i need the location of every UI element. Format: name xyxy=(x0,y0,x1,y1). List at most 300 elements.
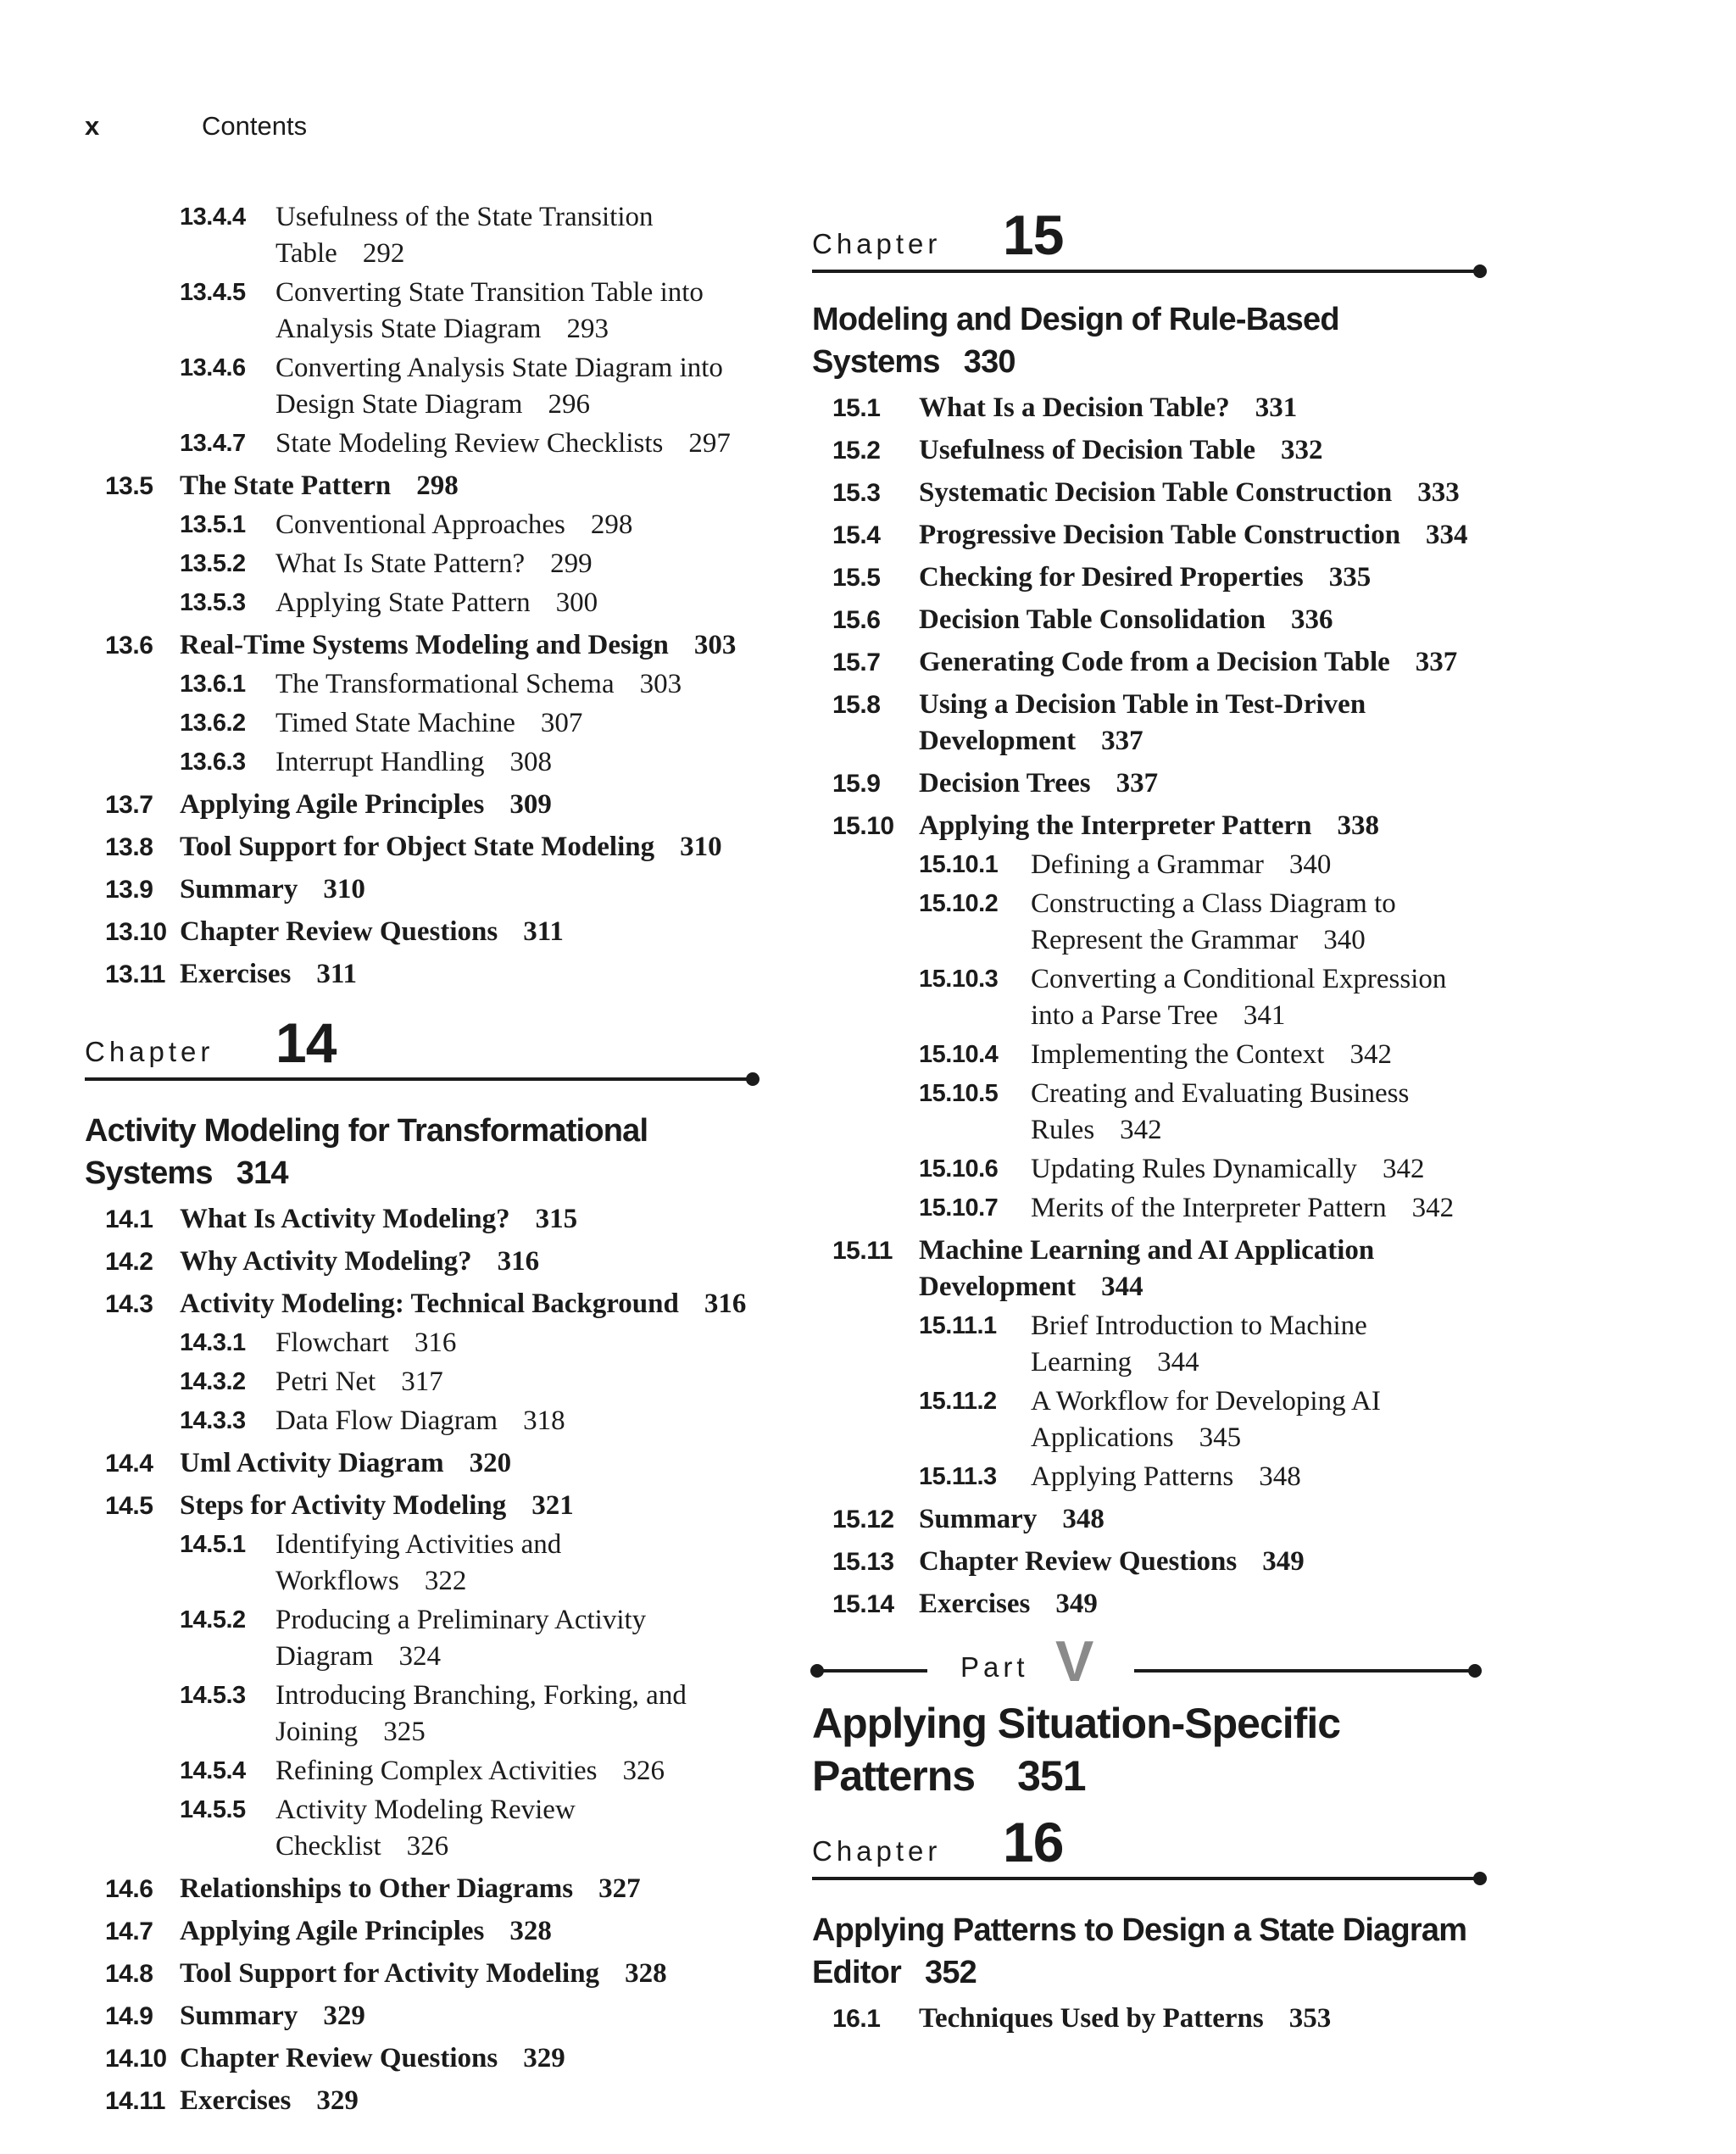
toc-entry[interactable] xyxy=(85,956,754,993)
toc-entry[interactable] xyxy=(812,1233,1482,1305)
toc-entry-number: 15.9 xyxy=(832,770,881,798)
toc-entry[interactable] xyxy=(812,2001,1482,2037)
toc-entry[interactable] xyxy=(85,1753,754,1789)
toc-entry-title-text: Implementing the Context xyxy=(1031,1039,1325,1070)
toc-entry-title xyxy=(180,1913,754,1950)
toc-entry-title xyxy=(180,787,754,823)
part-page: 351 xyxy=(1017,1752,1086,1800)
toc-entry-number: 14.3.1 xyxy=(180,1329,246,1356)
toc-entry-title-text: Exercises xyxy=(180,2085,292,2116)
toc-entry-title xyxy=(1031,1308,1482,1381)
toc-entry[interactable] xyxy=(812,1076,1482,1149)
part-rule-dot-right xyxy=(1468,1664,1482,1678)
toc-entry-page: 349 xyxy=(1055,1589,1098,1619)
toc-entry-number: 13.11 xyxy=(105,960,165,988)
toc-entry-page: 297 xyxy=(688,428,731,459)
toc-entry-title xyxy=(1031,1037,1482,1073)
toc-entry-number: 16.1 xyxy=(832,2005,881,2033)
toc-entry[interactable] xyxy=(85,787,754,823)
part-rule-right xyxy=(1134,1669,1473,1673)
toc-entry-number: 15.12 xyxy=(832,1506,894,1533)
toc-entry[interactable] xyxy=(812,687,1482,760)
toc-entry[interactable] xyxy=(85,350,754,423)
toc-entry[interactable] xyxy=(85,2083,754,2119)
toc-entry-page: 321 xyxy=(531,1490,574,1521)
toc-entry-page: 317 xyxy=(401,1366,443,1397)
toc-entry-number: 13.6.1 xyxy=(180,671,246,698)
toc-entry-page: 341 xyxy=(1243,1000,1286,1031)
toc-entry[interactable] xyxy=(85,1871,754,1907)
toc-entry-title-text: Chapter Review Questions xyxy=(919,1546,1238,1577)
toc-entry-title-text: Summary xyxy=(180,2001,298,2031)
toc-entry-title-text: Chapter Review Questions xyxy=(180,916,498,947)
toc-entry-page: 344 xyxy=(1157,1347,1199,1378)
toc-entry-title-text: Systematic Decision Table Construction xyxy=(919,477,1393,508)
toc-entry-title-text: Decision Trees xyxy=(919,768,1091,799)
toc-entry-page: 342 xyxy=(1382,1154,1425,1184)
toc-entry-title-text: Refining Complex Activities xyxy=(275,1756,598,1786)
toc-entry-number: 15.11.3 xyxy=(919,1463,997,1490)
page-number: x xyxy=(85,111,100,141)
toc-entry-number: 14.9 xyxy=(105,2002,153,2030)
toc-entry-title-text: Interrupt Handling xyxy=(275,747,485,777)
toc-entry-title xyxy=(180,1286,754,1322)
toc-entry-page: 310 xyxy=(323,874,365,904)
toc-entry-number: 13.5 xyxy=(105,472,153,500)
chapter-label: Chapter xyxy=(812,1835,942,1867)
toc-entry-title xyxy=(919,475,1482,511)
toc-entry[interactable] xyxy=(812,961,1482,1034)
toc-entry-page: 303 xyxy=(639,669,682,699)
toc-entry[interactable] xyxy=(85,871,754,908)
part-title[interactable] xyxy=(812,1697,1490,1802)
toc-entry-number: 14.5.2 xyxy=(180,1606,246,1634)
toc-entry-title xyxy=(275,1792,754,1865)
toc-entry[interactable] xyxy=(85,1913,754,1950)
chapter-page: 330 xyxy=(963,344,1015,380)
chapter-title-line1: Applying Patterns to Design a State Diagram xyxy=(812,1912,1467,1948)
toc-entry[interactable] xyxy=(85,914,754,950)
toc-entry-title xyxy=(919,765,1482,802)
toc-entry-number: 14.5.4 xyxy=(180,1757,246,1784)
toc-entry-page: 328 xyxy=(625,1958,667,1989)
toc-entry-title-text: Applying the Interpreter Pattern xyxy=(919,810,1312,841)
toc-entry[interactable] xyxy=(85,585,754,621)
toc-entry[interactable] xyxy=(812,432,1482,469)
toc-entry-page: 327 xyxy=(598,1873,641,1904)
toc-entry-title-text: Exercises xyxy=(180,959,292,989)
toc-entry-title xyxy=(180,2040,754,2077)
toc-entry-title xyxy=(1031,1190,1482,1227)
chapter-title[interactable] xyxy=(812,298,1490,383)
toc-entry-page: 316 xyxy=(414,1327,457,1358)
toc-entry[interactable] xyxy=(85,1527,754,1600)
toc-entry-number: 15.10.1 xyxy=(919,851,999,878)
toc-entry-title xyxy=(1031,961,1482,1034)
toc-entry-number: 13.4.4 xyxy=(180,203,246,231)
toc-entry[interactable] xyxy=(85,2040,754,2077)
toc-entry-page: 342 xyxy=(1349,1039,1392,1070)
toc-entry-title xyxy=(919,2001,1482,2037)
toc-entry-page: 303 xyxy=(693,630,737,660)
toc-entry-page: 311 xyxy=(316,959,358,989)
toc-entry[interactable] xyxy=(85,1201,754,1238)
toc-entry-number: 15.10.2 xyxy=(919,890,999,917)
toc-entry-title xyxy=(180,627,754,664)
toc-entry-title-text: Real-Time Systems Modeling and Design xyxy=(180,630,669,660)
toc-entry-number: 15.10.7 xyxy=(919,1194,999,1222)
toc-entry-page: 326 xyxy=(622,1756,665,1786)
chapter-page: 314 xyxy=(236,1155,288,1191)
toc-entry[interactable] xyxy=(812,1037,1482,1073)
toc-entry[interactable] xyxy=(85,1244,754,1280)
toc-entry-number: 13.8 xyxy=(105,833,153,861)
toc-entry-title-text: Usefulness of Decision Table xyxy=(919,435,1255,465)
toc-entry-title-text: Tool Support for Object State Modeling xyxy=(180,832,655,862)
toc-entry[interactable] xyxy=(85,426,754,462)
toc-entry[interactable] xyxy=(812,886,1482,959)
toc-entry[interactable] xyxy=(812,1308,1482,1381)
toc-entry-page: 348 xyxy=(1062,1504,1104,1534)
toc-entry[interactable] xyxy=(85,1364,754,1400)
chapter-title-line2: Editor xyxy=(812,1955,901,1990)
toc-entry[interactable] xyxy=(85,1488,754,1524)
toc-entry-title xyxy=(275,1527,754,1600)
toc-entry-title-text: Chapter Review Questions xyxy=(180,2043,498,2073)
toc-entry[interactable] xyxy=(85,468,754,504)
toc-entry-title-text: Summary xyxy=(180,874,298,904)
toc-entry-number: 15.11 xyxy=(832,1237,893,1265)
toc-entry[interactable] xyxy=(85,744,754,781)
toc-entry-title-text: Exercises xyxy=(919,1589,1031,1619)
toc-entry[interactable] xyxy=(85,507,754,543)
toc-entry[interactable] xyxy=(812,1151,1482,1188)
toc-entry[interactable] xyxy=(812,559,1482,596)
toc-entry-title-text: Using a Decision Table in Test-Driven Development xyxy=(919,689,1366,756)
toc-entry-number: 15.10.3 xyxy=(919,966,999,993)
toc-entry[interactable] xyxy=(85,1325,754,1361)
toc-entry-title xyxy=(180,1445,754,1482)
toc-entry-title xyxy=(919,687,1482,760)
toc-entry-page: 344 xyxy=(1101,1272,1143,1302)
toc-entry-title-text: Applying Agile Principles xyxy=(180,789,485,820)
toc-entry-title xyxy=(919,1586,1482,1622)
toc-entry-page: 326 xyxy=(406,1831,449,1862)
toc-entry-title-text: Steps for Activity Modeling xyxy=(180,1490,507,1521)
toc-entry-title xyxy=(180,2083,754,2119)
toc-entry[interactable] xyxy=(812,1544,1482,1580)
toc-entry-title xyxy=(275,426,754,462)
toc-entry-page: 292 xyxy=(362,238,405,269)
chapter-15-heading xyxy=(812,203,1490,383)
toc-entry-page: 325 xyxy=(383,1717,426,1747)
toc-entry-number: 13.5.1 xyxy=(180,511,246,538)
toc-entry[interactable] xyxy=(812,847,1482,883)
toc-entry-page: 335 xyxy=(1328,562,1372,593)
toc-entry-title xyxy=(180,468,754,504)
toc-entry-page: 298 xyxy=(590,509,633,540)
toc-entry-page: 333 xyxy=(1417,477,1460,508)
toc-entry-number: 14.3.3 xyxy=(180,1407,246,1434)
toc-entry-title xyxy=(275,1678,754,1750)
toc-entry[interactable] xyxy=(812,475,1482,511)
toc-list-ch13-continued xyxy=(85,199,763,993)
chapter-title[interactable] xyxy=(85,1110,763,1194)
chapter-number: 15 xyxy=(1003,203,1064,266)
chapter-title-text: Modeling and Design of Rule-Based Systems xyxy=(812,302,1339,380)
toc-entry-title-text: Uml Activity Diagram xyxy=(180,1448,444,1478)
toc-entry-number: 13.4.7 xyxy=(180,430,246,457)
toc-entry-page: 299 xyxy=(550,548,593,579)
toc-entry-page: 349 xyxy=(1262,1546,1305,1577)
toc-entry-page: 328 xyxy=(509,1916,552,1946)
toc-entry-title xyxy=(919,517,1482,554)
toc-entry[interactable] xyxy=(85,666,754,703)
toc-entry-number: 13.5.2 xyxy=(180,550,246,577)
toc-entry-page: 307 xyxy=(540,708,583,738)
toc-entry-title xyxy=(275,744,754,781)
toc-entry-title-text: Applying Agile Principles xyxy=(180,1916,485,1946)
toc-entry-number: 13.4.5 xyxy=(180,279,246,306)
toc-entry-page: 337 xyxy=(1116,768,1159,799)
toc-entry[interactable] xyxy=(85,1602,754,1675)
toc-entry-page: 293 xyxy=(566,314,609,344)
toc-entry-page: 315 xyxy=(535,1204,578,1234)
part-title-line1: Applying Situation-Specific xyxy=(812,1700,1341,1747)
toc-entry[interactable] xyxy=(85,829,754,865)
toc-entry-title-text: Identifying Activities and Workflows xyxy=(275,1529,562,1596)
toc-entry-number: 13.6.2 xyxy=(180,710,246,737)
toc-entry-number: 13.6 xyxy=(105,632,153,660)
toc-entry-title xyxy=(275,585,754,621)
toc-entry-title xyxy=(180,829,754,865)
toc-entry-title-text: A Workflow for Developing AI Applications xyxy=(1031,1386,1381,1453)
toc-entry[interactable] xyxy=(85,199,754,272)
toc-entry-page: 296 xyxy=(548,389,590,420)
toc-entry-title xyxy=(919,432,1482,469)
part-number: V xyxy=(1055,1629,1094,1694)
toc-entry-title-text: Introducing Branching, Forking, and Joining xyxy=(275,1680,687,1747)
toc-entry-page: 342 xyxy=(1120,1115,1162,1145)
toc-entry[interactable] xyxy=(85,1678,754,1750)
toc-entry-title xyxy=(919,808,1482,844)
toc-entry-page: 353 xyxy=(1288,2003,1332,2034)
toc-entry-title-text: Converting State Transition Table into Analysis State Diagram xyxy=(275,277,704,344)
toc-entry-page: 345 xyxy=(1199,1422,1242,1453)
toc-entry-number: 15.6 xyxy=(832,606,881,634)
toc-entry-page: 329 xyxy=(323,2001,365,2031)
toc-entry-title xyxy=(919,602,1482,638)
chapter-number: 14 xyxy=(275,1011,337,1074)
toc-entry-title xyxy=(1031,1151,1482,1188)
toc-entry[interactable] xyxy=(85,705,754,742)
toc-entry[interactable] xyxy=(85,1792,754,1865)
toc-entry-page: 329 xyxy=(316,2085,359,2116)
chapter-title-line2: Systems xyxy=(85,1155,213,1191)
toc-entry-title-text: Converting a Conditional Expression into a Parse Tree xyxy=(1031,964,1447,1031)
toc-entry-page: 340 xyxy=(1323,925,1366,955)
toc-entry-number: 14.5.1 xyxy=(180,1531,246,1558)
toc-entry-title-text: Decision Table Consolidation xyxy=(919,604,1266,635)
toc-entry-number: 15.10.5 xyxy=(919,1080,999,1107)
toc-entry-title-text: Creating and Evaluating Business Rules xyxy=(1031,1078,1410,1145)
toc-entry[interactable] xyxy=(812,1586,1482,1622)
toc-entry-number: 14.7 xyxy=(105,1917,153,1945)
toc-entry[interactable] xyxy=(812,808,1482,844)
toc-entry-title-text: Brief Introduction to Machine Learning xyxy=(1031,1311,1367,1378)
toc-entry-number: 15.1 xyxy=(832,394,881,422)
toc-entry-title xyxy=(275,1403,754,1439)
toc-entry-page: 309 xyxy=(509,789,552,820)
toc-entry-title xyxy=(275,275,754,348)
toc-entry-page: 308 xyxy=(509,747,553,777)
toc-entry-number: 13.5.3 xyxy=(180,589,246,616)
toc-entry-title-text: What Is Activity Modeling? xyxy=(180,1204,510,1234)
toc-entry[interactable] xyxy=(85,1998,754,2034)
toc-list-ch15 xyxy=(812,390,1490,1622)
toc-entry-number: 15.2 xyxy=(832,437,881,465)
toc-entry[interactable] xyxy=(85,1445,754,1482)
toc-entry[interactable] xyxy=(85,546,754,582)
toc-entry-page: 316 xyxy=(704,1289,747,1319)
toc-entry-title xyxy=(919,559,1482,596)
toc-entry-page: 348 xyxy=(1259,1461,1301,1492)
toc-entry-number: 14.5.3 xyxy=(180,1682,246,1709)
toc-entry-page: 337 xyxy=(1101,726,1143,756)
toc-entry-title-text: Why Activity Modeling? xyxy=(180,1246,472,1277)
page-header xyxy=(85,111,308,142)
toc-entry-title xyxy=(1031,1459,1482,1495)
toc-entry-title-text: The Transformational Schema xyxy=(275,669,615,699)
running-head: Contents xyxy=(202,111,308,141)
toc-entry[interactable] xyxy=(812,602,1482,638)
toc-entry-title xyxy=(180,1244,754,1280)
toc-entry-title xyxy=(1031,847,1482,883)
toc-entry-number: 14.4 xyxy=(105,1450,153,1478)
toc-entry-number: 14.5 xyxy=(105,1492,153,1520)
toc-entry-title-text: Converting Analysis State Diagram into Design State Diagram xyxy=(275,353,723,420)
toc-entry-title xyxy=(919,644,1482,681)
toc-entry[interactable] xyxy=(85,1286,754,1322)
chapter-rule xyxy=(812,1877,1480,1880)
toc-entry-page: 311 xyxy=(523,916,564,947)
toc-entry-page: 334 xyxy=(1426,520,1468,550)
toc-entry-title xyxy=(275,350,754,423)
toc-entry-title xyxy=(919,390,1482,426)
chapter-label: Chapter xyxy=(85,1036,214,1067)
toc-entry-title-text: Summary xyxy=(919,1504,1038,1534)
toc-entry-number: 14.3 xyxy=(105,1290,153,1318)
toc-entry-number: 15.11.2 xyxy=(919,1388,997,1415)
toc-entry-title-text: Applying Patterns xyxy=(1031,1461,1234,1492)
toc-entry-number: 14.3.2 xyxy=(180,1368,246,1395)
toc-entry-title xyxy=(180,914,754,950)
toc-entry-number: 13.9 xyxy=(105,876,153,904)
toc-entry-title xyxy=(275,1602,754,1675)
chapter-page: 352 xyxy=(924,1955,976,1990)
toc-entry-number: 14.5.5 xyxy=(180,1796,246,1823)
toc-entry-title-text: What Is State Pattern? xyxy=(275,548,526,579)
toc-entry[interactable] xyxy=(812,1383,1482,1456)
toc-entry-title-text: Merits of the Interpreter Pattern xyxy=(1031,1193,1387,1223)
toc-entry-number: 13.7 xyxy=(105,791,153,819)
toc-entry-page: 322 xyxy=(424,1566,467,1596)
toc-entry[interactable] xyxy=(85,627,754,664)
toc-entry-page: 300 xyxy=(555,587,598,618)
toc-entry-title xyxy=(1031,1076,1482,1149)
toc-entry-title xyxy=(180,1956,754,1992)
toc-entry-title xyxy=(275,1325,754,1361)
chapter-14-heading xyxy=(85,1011,763,1194)
toc-entry-number: 14.10 xyxy=(105,2045,167,2073)
chapter-title[interactable] xyxy=(812,1909,1490,1994)
toc-entry-number: 15.3 xyxy=(832,479,881,507)
toc-entry-title-text: Checking for Desired Properties xyxy=(919,562,1304,593)
toc-entry-number: 15.10.6 xyxy=(919,1155,999,1183)
toc-entry-page: 310 xyxy=(680,832,722,862)
toc-entry-title xyxy=(275,1753,754,1789)
toc-entry-number: 13.10 xyxy=(105,918,167,946)
toc-entry-title-text: Activity Modeling: Technical Background xyxy=(180,1289,679,1319)
toc-entry-title-text: Data Flow Diagram xyxy=(275,1405,498,1436)
toc-entry[interactable] xyxy=(812,1501,1482,1538)
toc-entry[interactable] xyxy=(812,390,1482,426)
toc-entry[interactable] xyxy=(85,275,754,348)
toc-entry-number: 14.11 xyxy=(105,2087,165,2115)
toc-entry-title-text: State Modeling Review Checklists xyxy=(275,428,664,459)
toc-entry-number: 15.10 xyxy=(832,812,894,840)
toc-entry-number: 15.10.4 xyxy=(919,1041,999,1068)
toc-entry-number: 15.8 xyxy=(832,691,881,719)
toc-entry[interactable] xyxy=(812,1459,1482,1495)
toc-entry-number: 14.6 xyxy=(105,1875,153,1903)
toc-entry-title xyxy=(919,1233,1482,1305)
toc-entry[interactable] xyxy=(85,1956,754,1992)
part-5-heading xyxy=(812,1629,1490,1694)
toc-entry-page: 320 xyxy=(469,1448,512,1478)
toc-entry-page: 318 xyxy=(523,1405,565,1436)
toc-right-column xyxy=(812,197,1490,2037)
toc-entry-page: 332 xyxy=(1280,435,1323,465)
toc-entry-title-text: Machine Learning and AI Application Development xyxy=(919,1235,1375,1302)
toc-entry-title xyxy=(275,666,754,703)
toc-entry[interactable] xyxy=(85,1403,754,1439)
part-rule-left xyxy=(815,1669,927,1673)
toc-entry[interactable] xyxy=(812,517,1482,554)
toc-entry-number: 15.7 xyxy=(832,648,881,676)
toc-entry-title xyxy=(180,1998,754,2034)
toc-entry-title xyxy=(275,546,754,582)
toc-entry-title-text: Applying State Pattern xyxy=(275,587,531,618)
toc-entry-title xyxy=(180,1488,754,1524)
toc-entry[interactable] xyxy=(812,644,1482,681)
toc-entry-title-text: The State Pattern xyxy=(180,470,392,501)
toc-entry-number: 14.1 xyxy=(105,1205,153,1233)
toc-entry-title xyxy=(275,199,754,272)
chapter-16-heading xyxy=(812,1811,1490,1994)
toc-entry-title xyxy=(180,1871,754,1907)
toc-entry-page: 324 xyxy=(398,1641,441,1672)
toc-entry-title xyxy=(180,871,754,908)
toc-entry-page: 331 xyxy=(1255,392,1298,423)
chapter-title-line1: Activity Modeling for Transformational xyxy=(85,1113,648,1149)
toc-entry[interactable] xyxy=(812,765,1482,802)
toc-entry[interactable] xyxy=(812,1190,1482,1227)
chapter-rule xyxy=(85,1077,753,1081)
toc-entry-title-text: Usefulness of the State Transition Table xyxy=(275,202,654,269)
toc-entry-title-text: Updating Rules Dynamically xyxy=(1031,1154,1357,1184)
toc-entry-page: 298 xyxy=(416,470,459,501)
